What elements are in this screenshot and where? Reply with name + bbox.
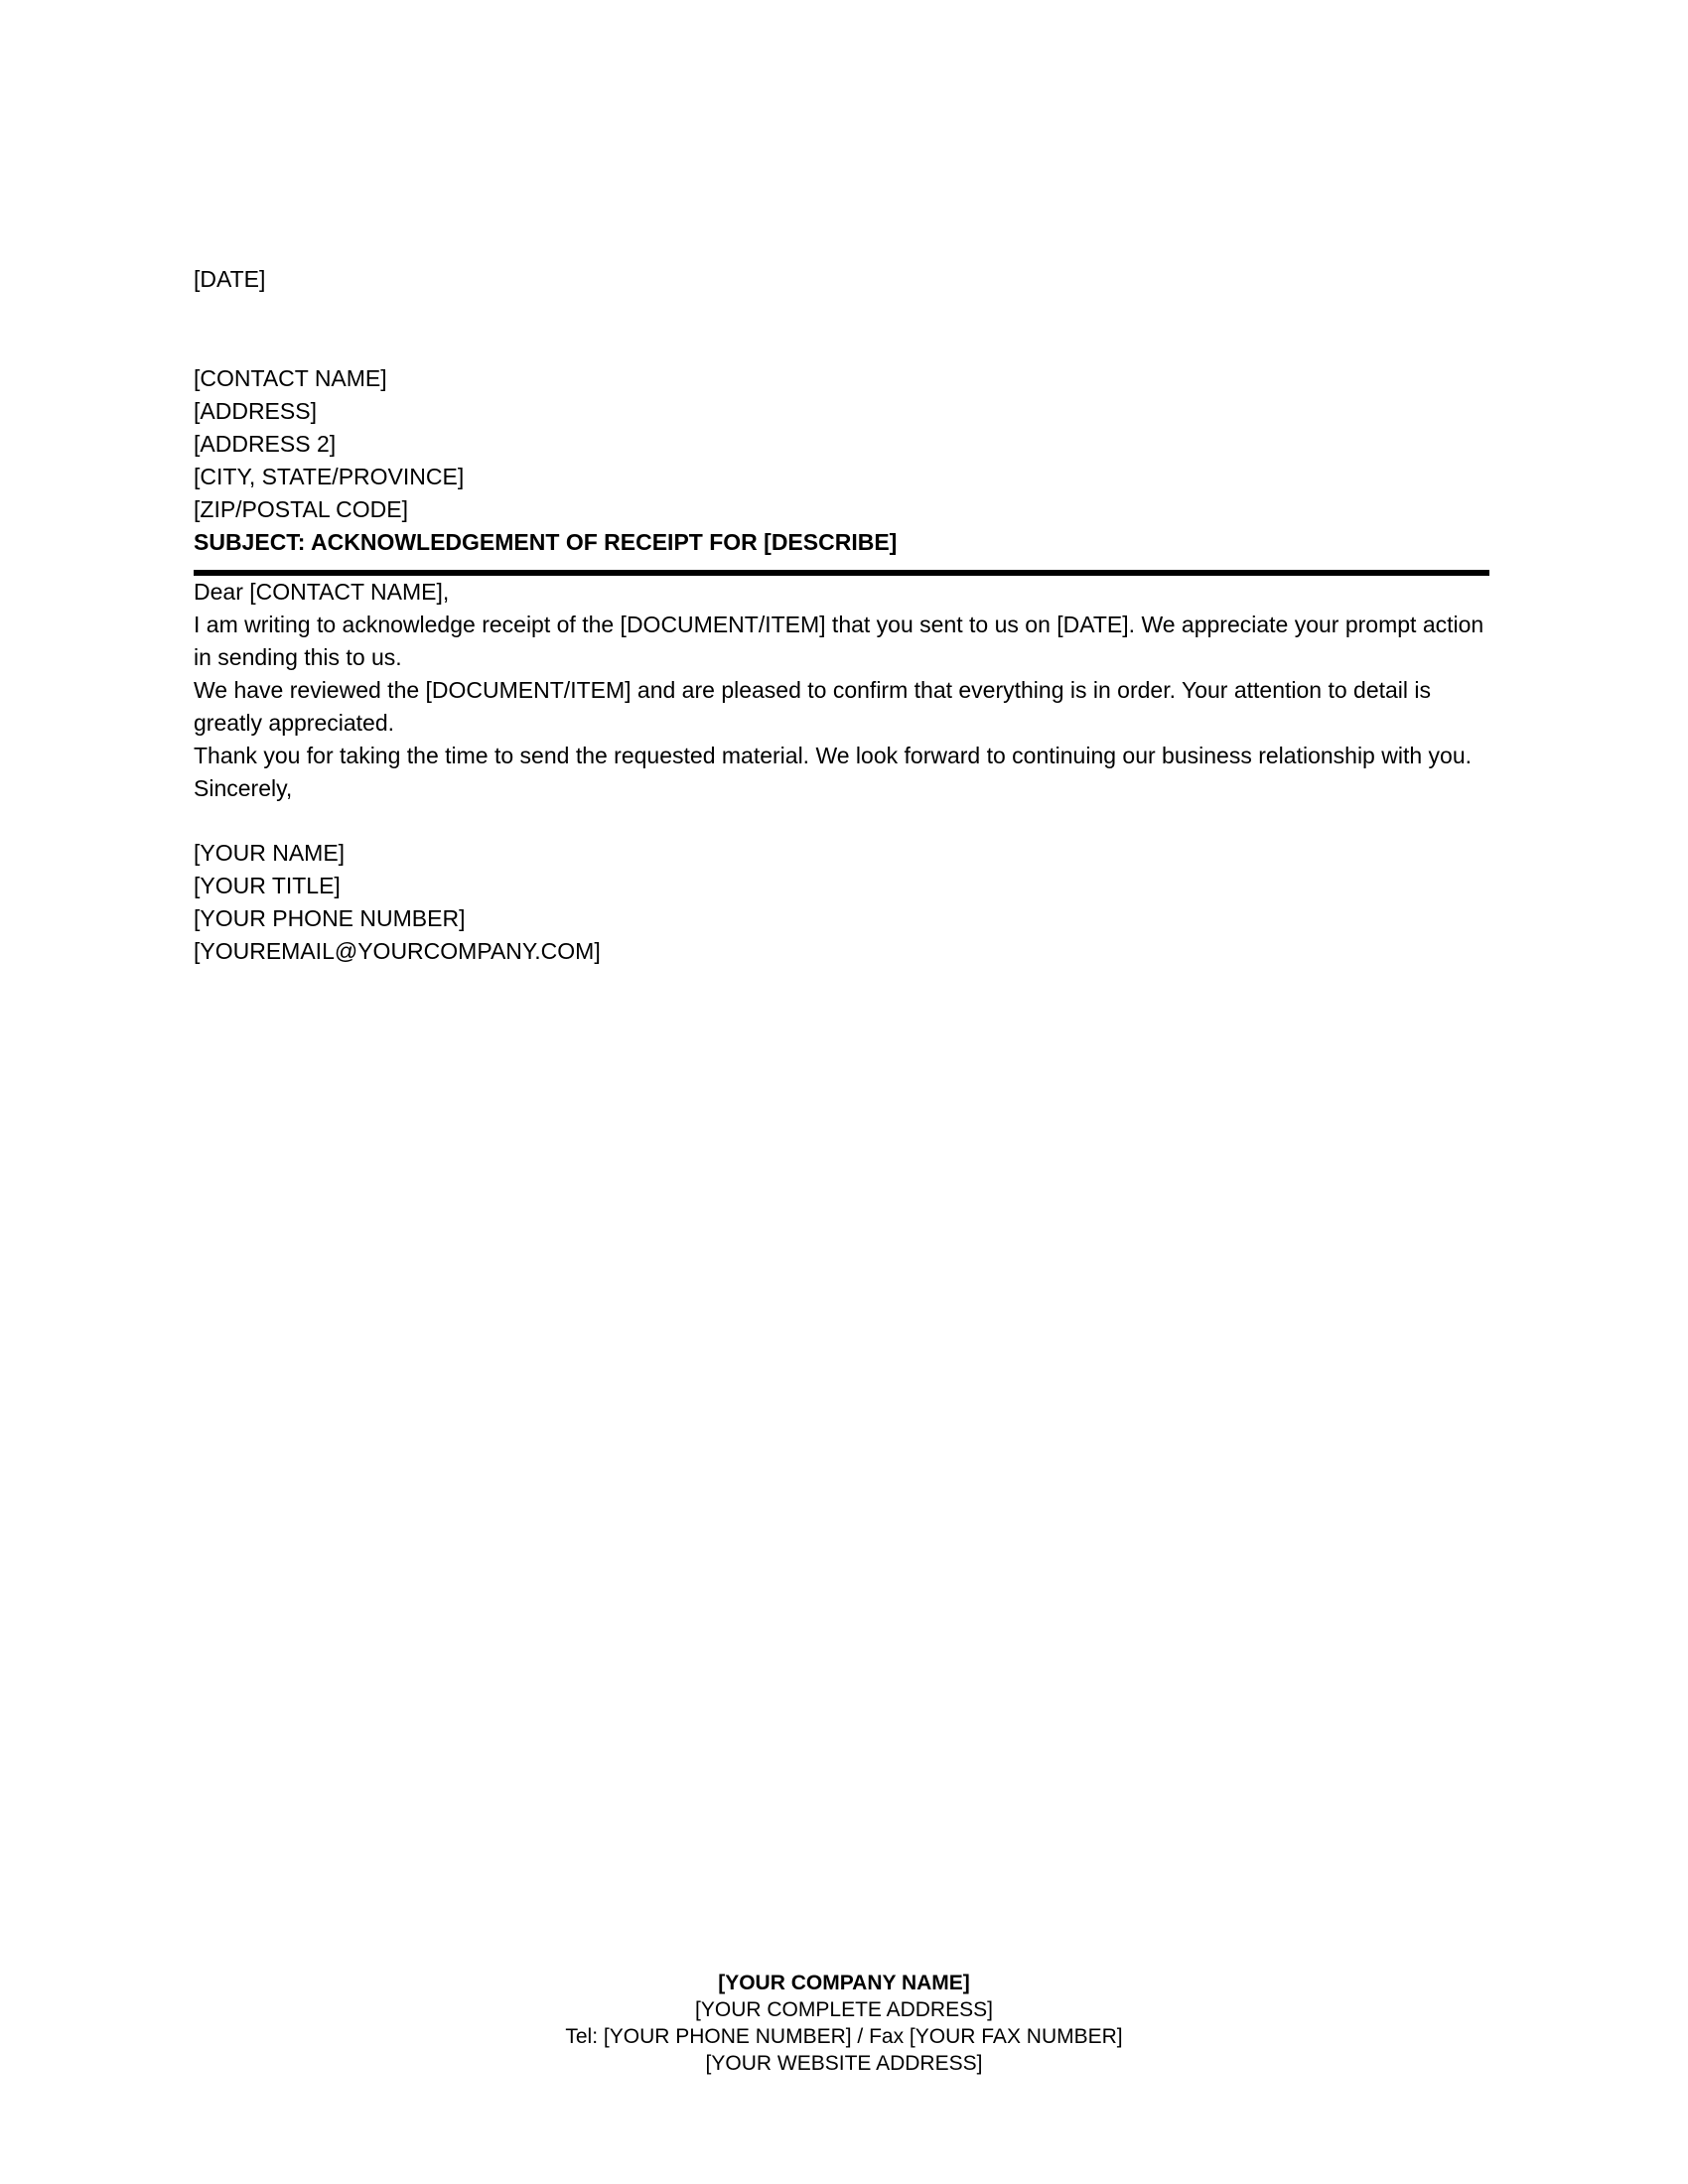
body-paragraph-3: Thank you for taking the time to send the requested material. We look forward to continuing our business relationship with you. <box>194 743 1473 768</box>
recipient-contact-name: [CONTACT NAME] <box>194 365 387 391</box>
footer-company-name: [YOUR COMPANY NAME] <box>718 1972 970 1994</box>
recipient-address-block <box>194 362 1489 526</box>
recipient-zip-code: [ZIP/POSTAL CODE] <box>194 496 408 522</box>
salutation-line: Dear [CONTACT NAME], <box>194 579 450 605</box>
footer-tel-fax: Tel: [YOUR PHONE NUMBER] / Fax [YOUR FAX NUMBER] <box>565 2025 1123 2048</box>
signature-title: [YOUR TITLE] <box>194 873 341 898</box>
recipient-address-1: [ADDRESS] <box>194 398 317 424</box>
recipient-city-state: [CITY, STATE/PROVINCE] <box>194 464 465 489</box>
footer-block <box>0 1970 1688 2077</box>
footer-website: [YOUR WEBSITE ADDRESS] <box>705 2052 983 2075</box>
signature-name: [YOUR NAME] <box>194 840 346 866</box>
recipient-address-2: [ADDRESS 2] <box>194 431 337 457</box>
signature-phone: [YOUR PHONE NUMBER] <box>194 905 466 931</box>
signature-block <box>194 837 1489 968</box>
body-paragraph-1: I am writing to acknowledge receipt of the [DOCUMENT/ITEM] that you sent to us on [DATE]. We appreciate your prompt action in sending this to us. <box>194 612 1484 670</box>
closing-line: Sincerely, <box>194 775 293 801</box>
subject-line: SUBJECT: ACKNOWLEDGEMENT OF RECEIPT FOR [DESCRIBE] <box>194 529 898 555</box>
signature-email: [YOUREMAIL@YOURCOMPANY.COM] <box>194 938 601 964</box>
date-line: [DATE] <box>194 266 266 292</box>
body-paragraph-2: We have reviewed the [DOCUMENT/ITEM] and are pleased to confirm that everything is in order. Your attention to detail is greatly appreciated. <box>194 677 1432 736</box>
letter-content <box>194 263 1489 968</box>
footer-address: [YOUR COMPLETE ADDRESS] <box>695 1998 993 2021</box>
